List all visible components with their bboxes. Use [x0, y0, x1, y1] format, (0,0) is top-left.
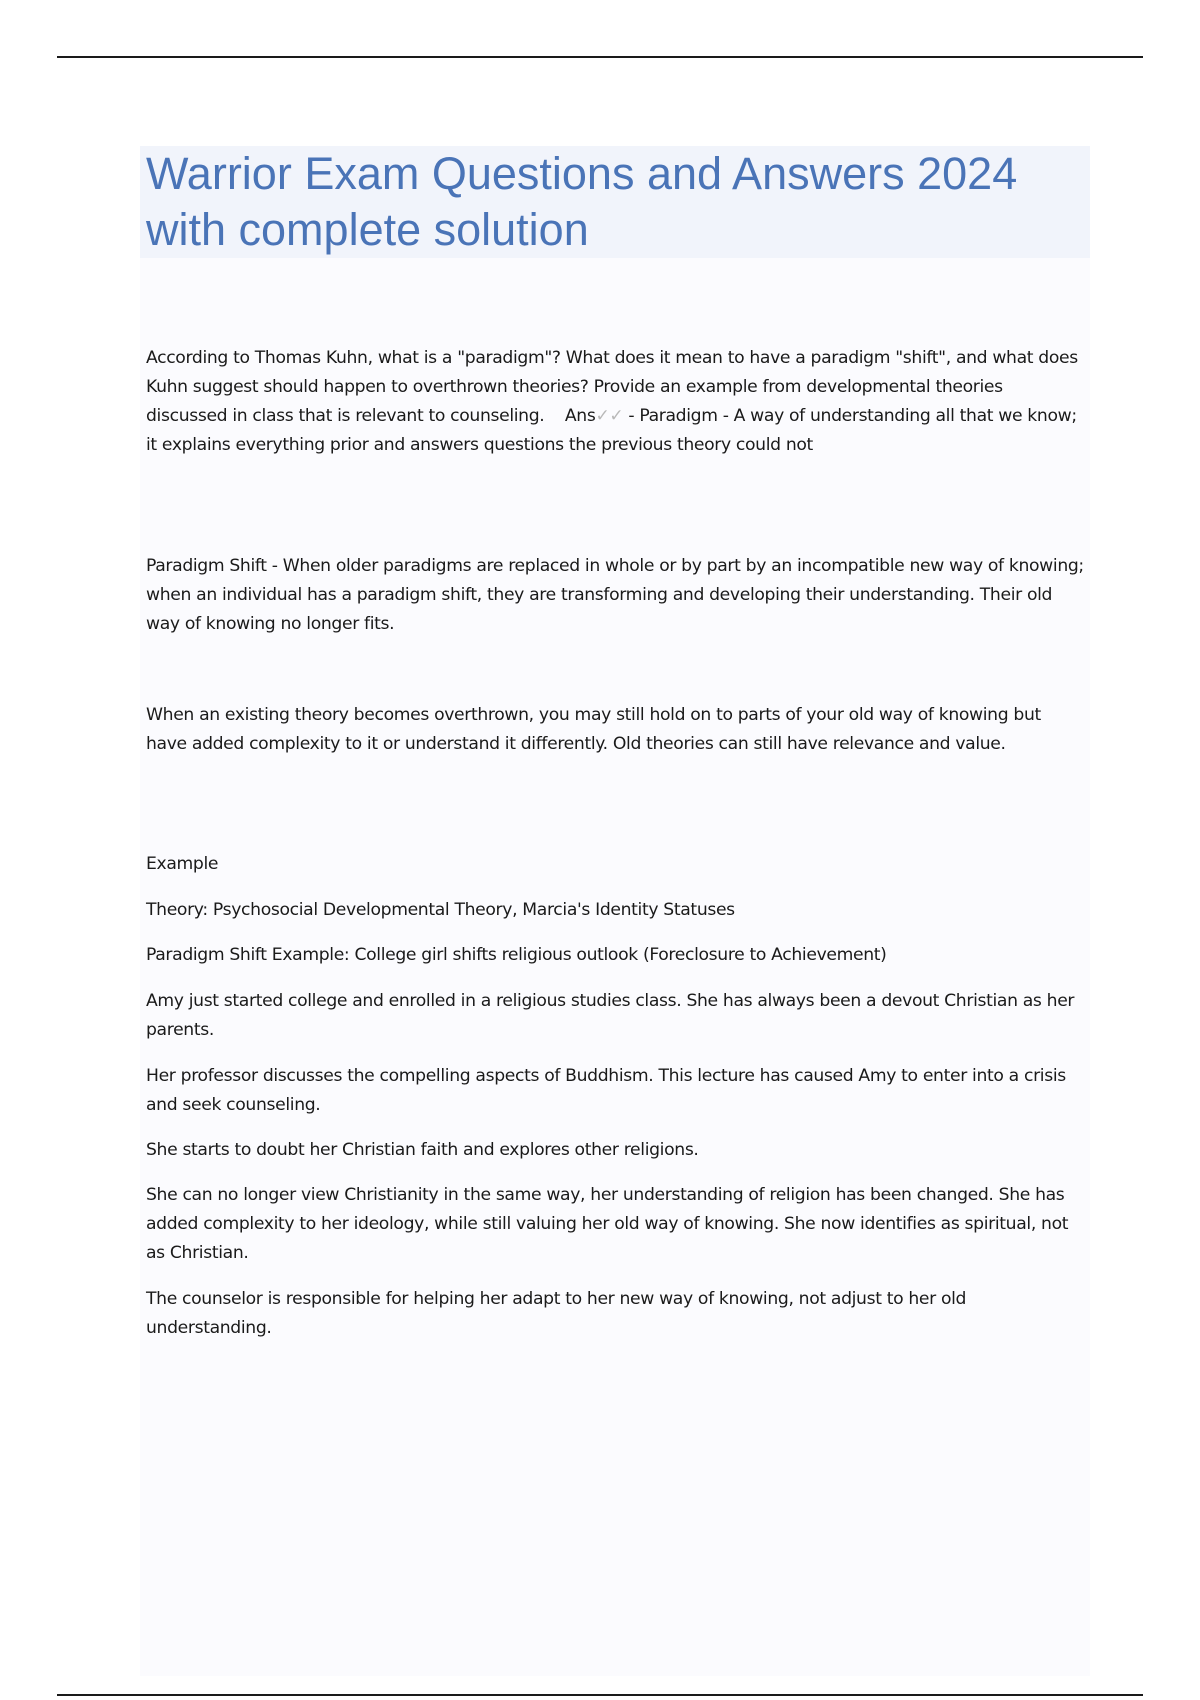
- top-rule: [57, 56, 1143, 58]
- answer-text: - Paradigm - A way of understanding all that we know; it explains everything prior and answers questions the previous theory could not: [146, 406, 1077, 455]
- checkmark-icon: ✓✓: [595, 406, 624, 426]
- paragraph-counselor: The counselor is responsible for helping her adapt to her new way of knowing, not adjust to her old understanding.: [146, 1289, 967, 1338]
- paragraph-theory: Theory: Psychosocial Developmental Theory, Marcia's Identity Statuses: [146, 900, 735, 920]
- paragraph-professor: Her professor discusses the compelling aspects of Buddhism. This lecture has caused Amy to enter into a crisis and seek counseling.: [146, 1066, 1066, 1115]
- paragraph-doubt: She starts to doubt her Christian faith and explores other religions.: [146, 1140, 699, 1160]
- paragraph-paradigm-shift: Paradigm Shift - When older paradigms are replaced in whole or by part by an incompatible new way of knowing; when an individual has a paradigm shift, they are transforming and developing their understanding. Their old way of knowing no longer fits.: [146, 556, 1084, 634]
- bottom-rule: [57, 1694, 1143, 1696]
- title-block: [140, 146, 1090, 258]
- paragraph-amy-college: Amy just started college and enrolled in a religious studies class. She has always been a devout Christian as her parents.: [146, 991, 1075, 1040]
- content-area: [140, 146, 1090, 1676]
- paragraph-overthrown-theory: When an existing theory becomes overthrown, you may still hold on to parts of your old way of knowing but have added complexity to it or understand it differently. Old theories can still have relevance and value.: [146, 705, 1041, 754]
- question-text: According to Thomas Kuhn, what is a "paradigm"? What does it mean to have a paradigm "shift", and what does Kuhn suggest should happen to overthrown theories? Provide an example from developmental theories discussed in class that is relevant to counseling.: [146, 348, 1078, 426]
- document-title: Warrior Exam Questions and Answers 2024 with complete solution: [146, 148, 1018, 255]
- question-paragraph: [146, 344, 1086, 460]
- paragraph-shift-example: Paradigm Shift Example: College girl shifts religious outlook (Foreclosure to Achievement): [146, 945, 887, 965]
- answer-marker: Ans: [564, 406, 596, 426]
- paragraph-example-heading: Example: [146, 854, 219, 874]
- paragraph-no-longer: She can no longer view Christianity in the same way, her understanding of religion has been changed. She has added complexity to her ideology, while still valuing her old way of knowing. She now identifies as spiritual, not as Christian.: [146, 1185, 1069, 1263]
